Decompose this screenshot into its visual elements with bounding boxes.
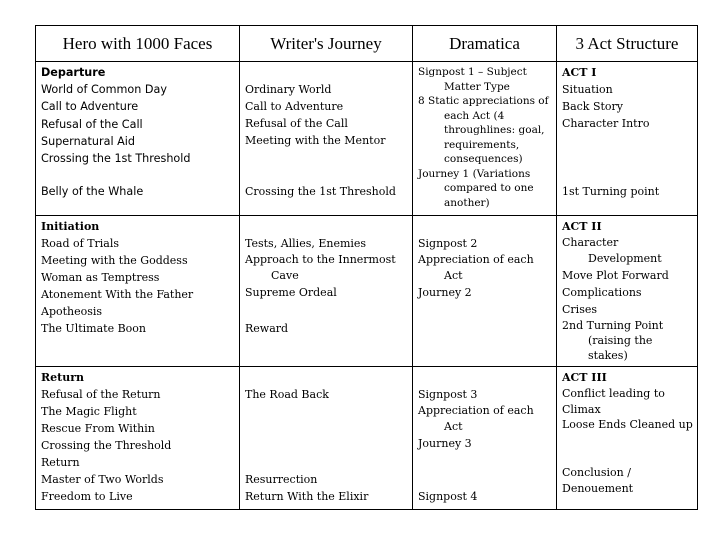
list-item: Tests, Allies, Enemies (245, 237, 367, 250)
list-item: Complications (562, 286, 642, 299)
list-item: Woman as Temptress (41, 271, 160, 284)
list-item: Loose Ends Cleaned up (562, 418, 693, 431)
initiation-title: Initiation (41, 220, 100, 233)
list-item: Approach to the Innermost Cave (245, 253, 396, 282)
return-hero-cell (36, 367, 240, 510)
list-item: Journey 3 (418, 437, 472, 450)
list-item: Back Story (562, 100, 624, 113)
list-item: Ordinary World (245, 83, 332, 96)
list-item: 1st Turning point (562, 185, 660, 198)
initiation-row (36, 216, 698, 367)
list-item: Conflict leading to Climax (562, 387, 665, 416)
list-item: World of Common Day (41, 83, 167, 97)
return-dramatica-cell (413, 367, 557, 510)
list-item: Signpost 3 (418, 388, 478, 401)
initiation-hero-cell (36, 216, 240, 367)
return-row (36, 367, 698, 510)
header-three-act: 3 Act Structure (557, 26, 698, 62)
list-item: Freedom to Live (41, 490, 133, 503)
list-item: Refusal of the Call (41, 117, 143, 131)
list-item: Meeting with the Goddess (41, 254, 188, 267)
list-item: Call to Adventure (245, 100, 344, 113)
departure-act-cell (557, 62, 698, 216)
list-item: Reward (245, 322, 289, 335)
list-item: Meeting with the Mentor (245, 134, 386, 147)
departure-writer-cell (240, 62, 413, 216)
list-item: Supreme Ordeal (245, 286, 337, 299)
list-item: Journey 1 (Variations compared to one another) (418, 167, 534, 209)
header-hero: Hero with 1000 Faces (36, 26, 240, 62)
list-item: Crossing the Threshold (41, 439, 172, 452)
list-item: Signpost 4 (418, 490, 478, 503)
initiation-writer-cell (240, 216, 413, 367)
list-item: Return (41, 456, 80, 469)
list-item: 2nd Turning Point (raising the stakes) (562, 319, 664, 362)
list-item: Atonement With the Father (41, 288, 194, 301)
act-title: ACT III (562, 371, 607, 384)
list-item: The Magic Flight (41, 405, 137, 418)
list-item: Crossing the 1st Threshold (41, 152, 191, 166)
list-item: Character Development (562, 236, 662, 265)
list-item: Appreciation of each Act (418, 253, 534, 282)
departure-row (36, 62, 698, 216)
comparison-table (35, 25, 698, 510)
list-item: Refusal of the Return (41, 388, 161, 401)
list-item: Apotheosis (41, 305, 103, 318)
list-item: Move Plot Forward (562, 269, 669, 282)
list-item: Character Intro (562, 117, 650, 130)
return-writer-cell (240, 367, 413, 510)
list-item: The Road Back (245, 388, 329, 401)
list-item: Crises (562, 303, 597, 316)
return-title: Return (41, 371, 85, 384)
list-item: Journey 2 (418, 286, 472, 299)
departure-title: Departure (41, 66, 106, 79)
list-item: Supernatural Aid (41, 134, 135, 148)
list-item: Refusal of the Call (245, 117, 348, 130)
list-item: Signpost 1 – Subject Matter Type (418, 66, 527, 93)
list-item: The Ultimate Boon (41, 322, 146, 335)
list-item: Crossing the 1st Threshold (245, 185, 396, 198)
initiation-act-cell (557, 216, 698, 367)
list-item: Resurrection (245, 473, 318, 486)
initiation-dramatica-cell (413, 216, 557, 367)
act-title: ACT II (562, 220, 602, 233)
header-row (36, 26, 698, 62)
list-item: Belly of the Whale (41, 185, 144, 198)
list-item: Road of Trials (41, 237, 120, 250)
header-dramatica: Dramatica (413, 26, 557, 62)
header-writer: Writer's Journey (240, 26, 413, 62)
list-item: Appreciation of each Act (418, 404, 534, 433)
list-item: 8 Static appreciations of each Act (4 throughlines: goal, requirements, consequences) (418, 95, 549, 165)
list-item: Call to Adventure (41, 100, 139, 114)
list-item: Conclusion / Denouement (562, 466, 634, 495)
list-item: Situation (562, 83, 613, 96)
return-act-cell (557, 367, 698, 510)
act-title: ACT I (562, 66, 597, 79)
departure-dramatica-cell (413, 62, 557, 216)
list-item: Rescue From Within (41, 422, 155, 435)
list-item: Signpost 2 (418, 237, 478, 250)
departure-hero-cell (36, 62, 240, 216)
list-item: Return With the Elixir (245, 490, 369, 503)
list-item: Master of Two Worlds (41, 473, 164, 486)
